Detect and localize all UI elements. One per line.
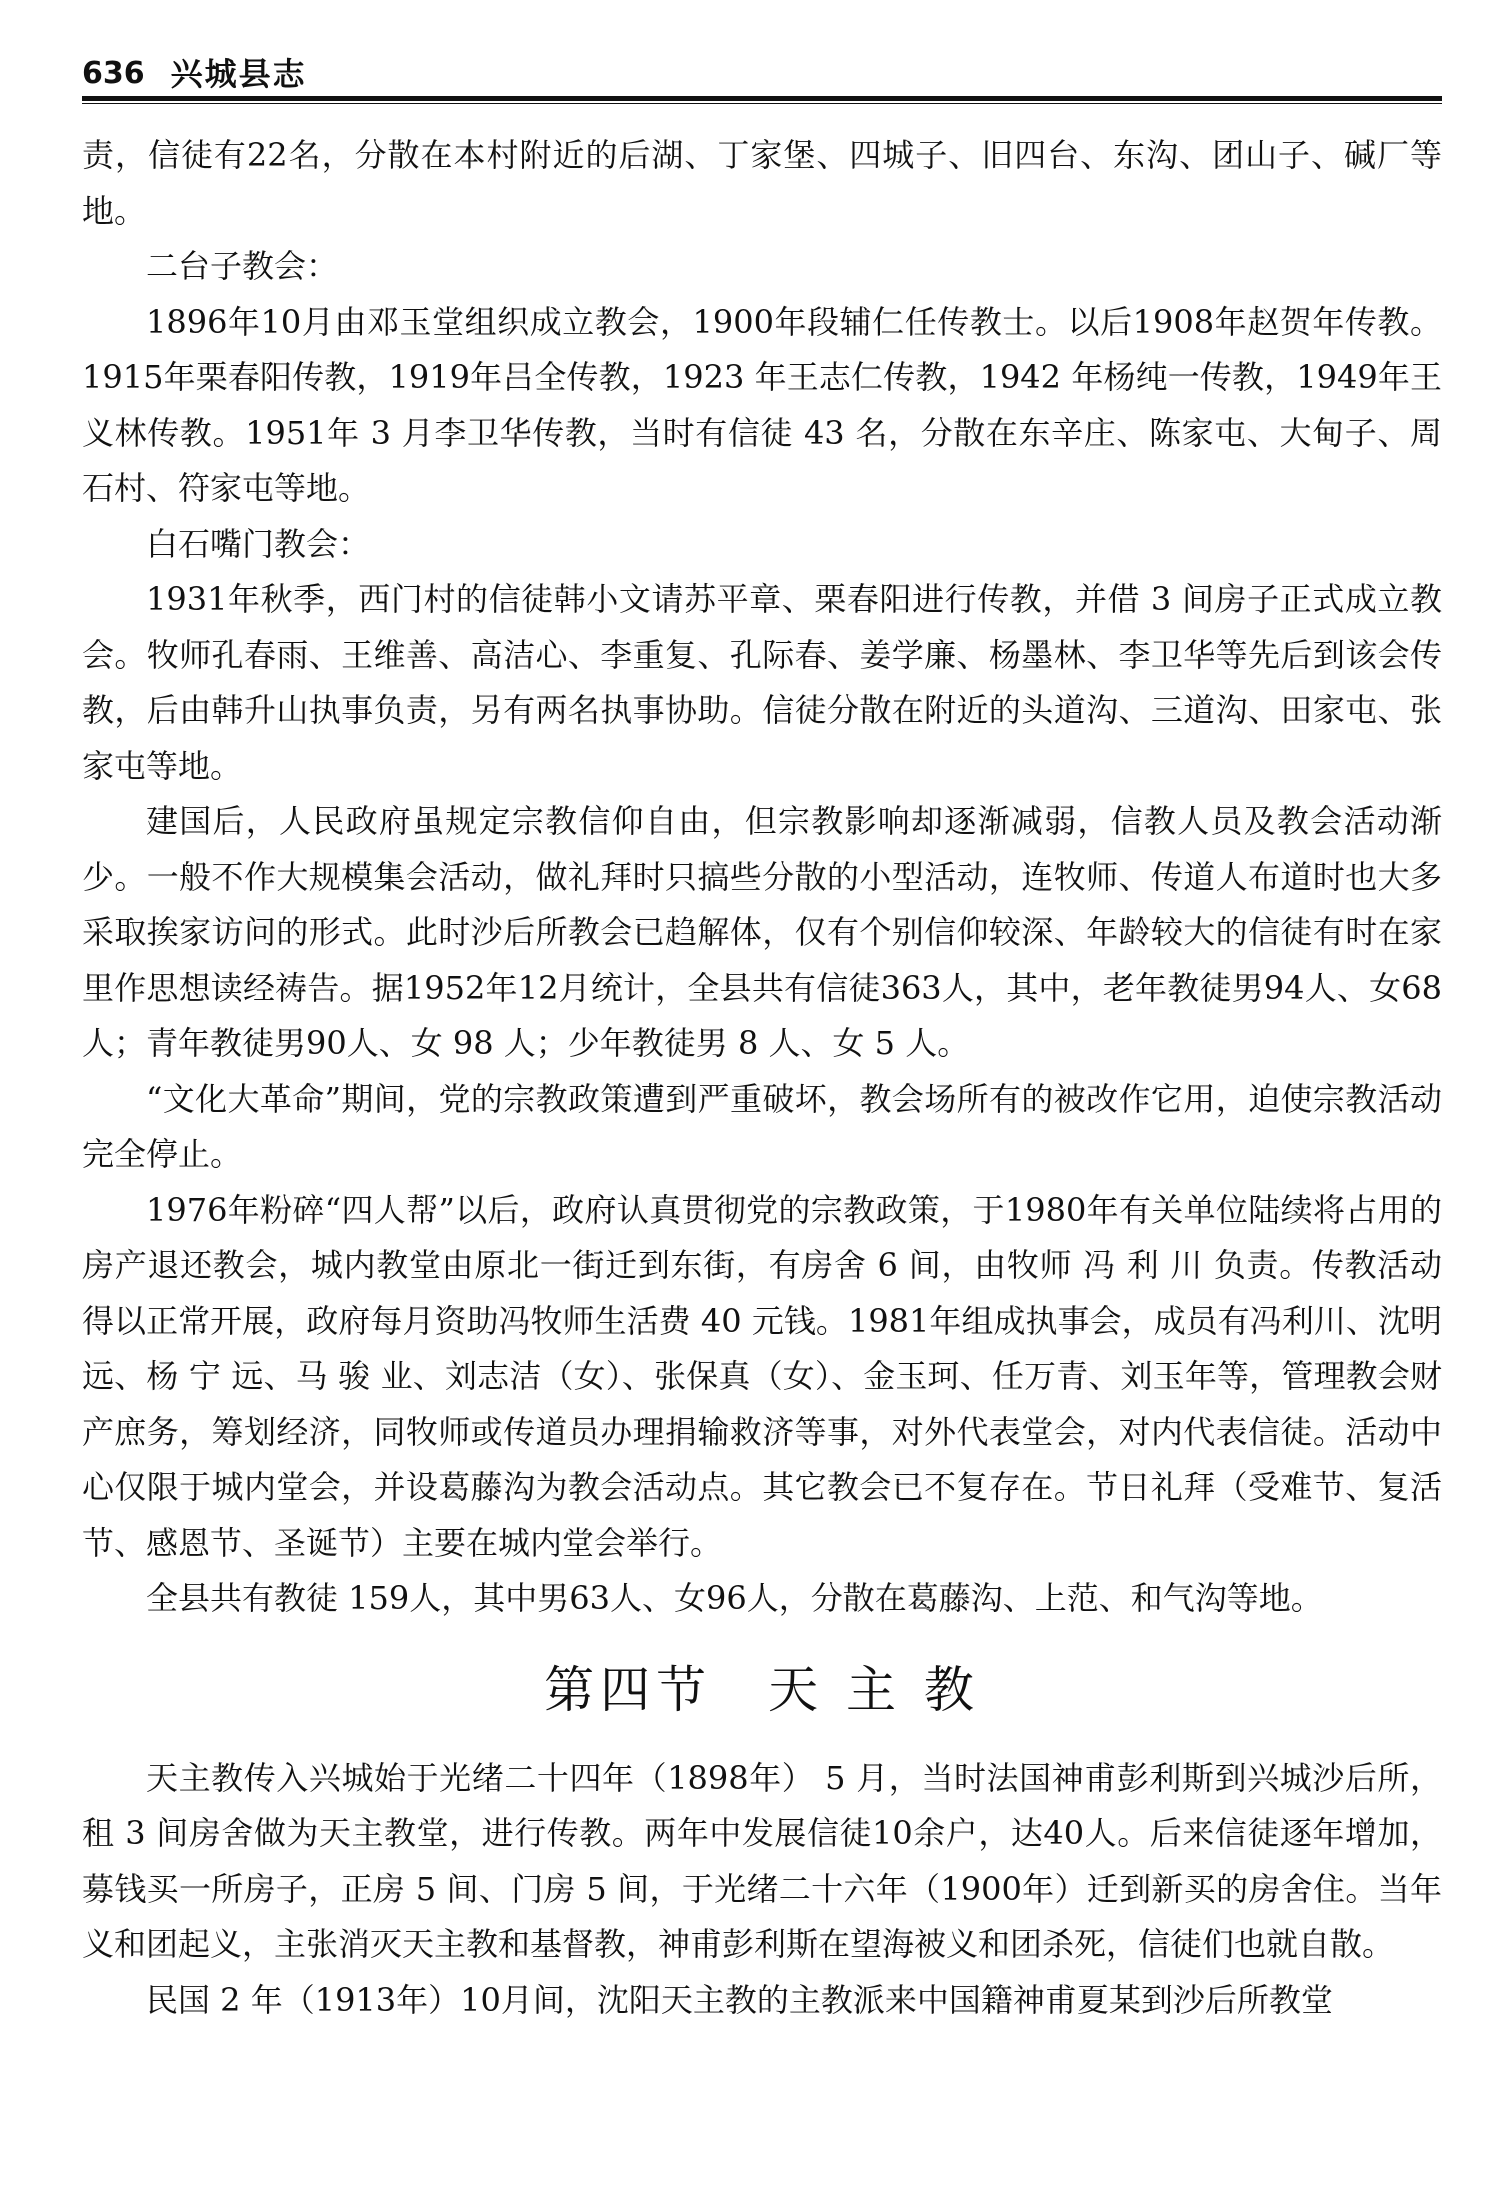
page-number: 636 [82,56,145,91]
subheading-erdaizi-church: 二台子教会： [146,247,339,285]
paragraph-catholic-intro: 天主教传入兴城始于光绪二十四年（1898年） 5 月，当时法国神甫彭利斯到兴城沙后所，租 3 间房舍做为天主教堂，进行传教。两年中发展信徒10余户，达40人。后来信徒逐年增加，募钱买一所房子，正房 5 间、门房 5 间，于光绪二十六年（1900年）迁到新买的房舍住。当年义和团起义，主张消灭天主教和基督教，神甫彭利斯在望海被义和团杀死，信徒们也就自散。 [82,1758,1442,1963]
header-rule [82,96,1442,104]
paragraph-cultural-revolution: “文化大革命”期间，党的宗教政策遭到严重破坏，教会场所有的被改作它用，迫使宗教活动完全停止。 [82,1079,1442,1173]
section-title: 第四节 天 主 教 [544,1660,980,1719]
paragraph-continued: 责，信徒有22名，分散在本村附近的后湖、丁家堡、四城子、旧四台、东沟、团山子、碱厂等地。 [82,136,1442,230]
paragraph-county-total: 全县共有教徒 159人，其中男63人、女96人，分散在葛藤沟、上范、和气沟等地。 [146,1579,1323,1617]
paragraph-baishizuimen: 1931年秋季，西门村的信徒韩小文请苏平章、栗春阳进行传教，并借 3 间房子正式成立教会。牧师孔春雨、王维善、高洁心、李重复、孔际春、姜学廉、杨墨林、李卫华等先后到该会传教，后由韩升山执事负责，另有两名执事协助。信徒分散在附近的头道沟、三道沟、田家屯、张家屯等地。 [82,580,1442,785]
page-body [82,128,1442,2028]
paragraph-erdaizi: 1896年10月由邓玉堂组织成立教会，1900年段辅仁任传教士。以后1908年赵贺年传教。1915年栗春阳传教，1919年吕全传教，1923 年王志仁传教，1942 年杨纯一传教，1949年王义林传教。1951年 3 月李卫华传教，当时有信徒 43 名，分散在东辛庄、陈家屯、大甸子、周石村、符家屯等地。 [82,302,1442,507]
book-title: 兴城县志 [170,55,307,93]
running-header [82,42,1432,94]
subheading-baishizuimen-church: 白石嘴门教会： [146,524,371,563]
paragraph-post-1949: 建国后，人民政府虽规定宗教信仰自由，但宗教影响却逐渐减弱，信教人员及教会活动渐少。一般不作大规模集会活动，做礼拜时只搞些分散的小型活动，连牧师、传道人布道时也大多采取挨家访问的形式。此时沙后所教会已趋解体，仅有个别信仰较深、年龄较大的信徒有时在家里作思想读经祷告。据1952年12月统计，全县共有信徒363人，其中，老年教徒男94人、女68人；青年教徒男90人、女 98 人；少年教徒男 8 人、女 5 人。 [82,802,1442,1062]
paragraph-1976-recovery: 1976年粉碎“四人帮”以后，政府认真贯彻党的宗教政策，于1980年有关单位陆续将占用的房产退还教会，城内教堂由原北一街迁到东街，有房舍 6 间，由牧师 冯 利 川 负责。传教活动得以正常开展，政府每月资助冯牧师生活费 40 元钱。1981年组成执事会，成员有冯利川、沈明远、杨 宁 远、马 骏 业、刘志洁（女）、张保真（女）、金玉珂、任万青、刘玉年等，管理教会财产庶务，筹划经济，同牧师或传道员办理捐输救济等事，对外代表堂会，对内代表信徒。活动中心仅限于城内堂会，并设葛藤沟为教会活动点。其它教会已不复存在。节日礼拜（受难节、复活节、感恩节、圣诞节）主要在城内堂会举行。 [82,1190,1442,1562]
paragraph-catholic-1913: 民国 2 年（1913年）10月间，沈阳天主教的主教派来中国籍神甫夏某到沙后所教堂 [146,1980,1333,2019]
